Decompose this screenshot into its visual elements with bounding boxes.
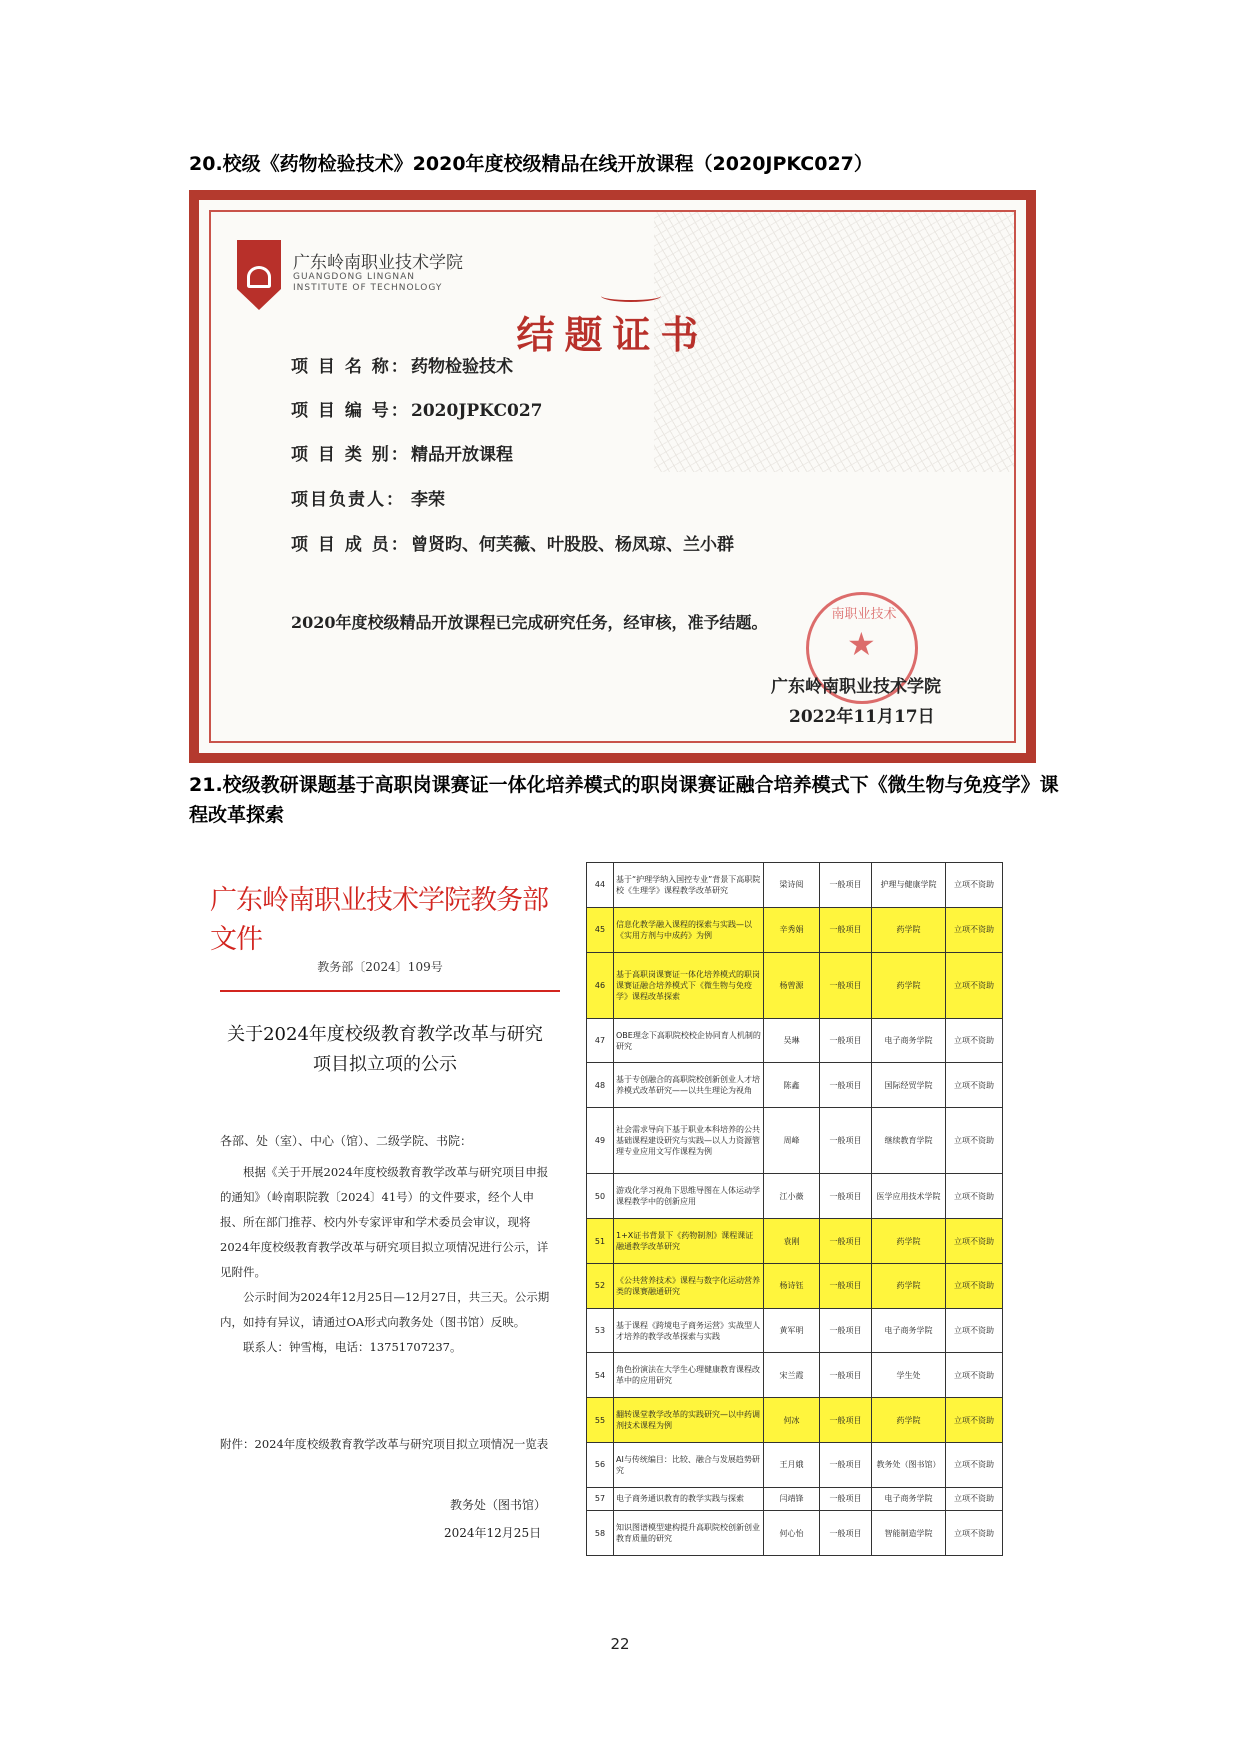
project-status: 立项不资助 <box>946 907 1003 952</box>
school-name-cn: 广东岭南职业技术学院 <box>293 253 463 273</box>
table-row <box>587 1308 1003 1353</box>
project-status: 立项不资助 <box>946 1353 1003 1398</box>
project-level: 一般项目 <box>820 952 872 1018</box>
project-leader: 何心怡 <box>764 1511 820 1556</box>
project-department: 护理与健康学院 <box>872 863 946 908</box>
project-level: 一般项目 <box>820 1063 872 1108</box>
notice-greeting: 各部、处（室）、中心（馆）、二级学院、书院： <box>220 1134 473 1148</box>
page-number: 22 <box>610 1635 630 1653</box>
project-leader: 黄军明 <box>764 1308 820 1353</box>
project-title: 游戏化学习视角下思维导图在人体运动学课程教学中的创新应用 <box>614 1174 764 1219</box>
field-project-leader: 项目负责人： 李荣 <box>291 490 445 510</box>
project-status: 立项不资助 <box>946 1018 1003 1063</box>
project-title: 基于专创融合的高职院校创新创业人才培养模式改革研究——以共生理论为视角 <box>614 1063 764 1108</box>
notice-subject: 关于2024年度校级教育教学改革与研究项目拟立项的公示 <box>227 1024 543 1075</box>
project-leader: 陈鑫 <box>764 1063 820 1108</box>
project-status: 立项不资助 <box>946 952 1003 1018</box>
project-status: 立项不资助 <box>946 1263 1003 1308</box>
project-title: 基于高职岗课赛证一体化培养模式的职岗课赛证融合培养模式下《微生物与免疫学》课程改革探索 <box>614 952 764 1018</box>
row-number: 44 <box>587 863 614 908</box>
table-row <box>587 952 1003 1018</box>
crane-icon <box>247 266 271 288</box>
certificate-inner-border <box>209 210 1016 743</box>
notice-date: 2024年12月25日 <box>444 1526 542 1540</box>
project-title: 信息化教学融入课程的探索与实践—以《实用方剂与中成药》为例 <box>614 907 764 952</box>
row-number: 48 <box>587 1063 614 1108</box>
project-title: 1+X证书背景下《药物制剂》课程课证融通教学改革研究 <box>614 1219 764 1264</box>
row-number: 50 <box>587 1174 614 1219</box>
project-level: 一般项目 <box>820 1398 872 1443</box>
project-department: 药学院 <box>872 907 946 952</box>
row-number: 56 <box>587 1443 614 1488</box>
project-department: 医学应用技术学院 <box>872 1174 946 1219</box>
completion-certificate <box>189 190 1036 763</box>
section-21-heading: 21.校级教研课题基于高职岗课赛证一体化培养模式的职岗课赛证融合培养模式下《微生物与免疫学》课程改革探索 <box>189 774 1059 826</box>
project-department: 智能制造学院 <box>872 1511 946 1556</box>
project-level: 一般项目 <box>820 1174 872 1219</box>
project-title: 电子商务通识教育的教学实践与探索 <box>614 1487 764 1510</box>
project-department: 药学院 <box>872 952 946 1018</box>
project-level: 一般项目 <box>820 1219 872 1264</box>
project-department: 教务处（图书馆） <box>872 1443 946 1488</box>
notice-red-rule <box>220 990 560 992</box>
project-leader: 何冰 <box>764 1398 820 1443</box>
project-leader: 梁诗阅 <box>764 863 820 908</box>
project-leader: 杨曾源 <box>764 952 820 1018</box>
notice-paragraph: 根据《关于开展2024年度校级教育教学改革与研究项目申报的通知》（岭南职院教〔2024〕41号）的文件要求，经个人申报、所在部门推荐、校内外专家评审和学术委员会审议，现将2024年度校级教育教学改革与研究项目拟立项情况进行公示，详见附件。 <box>220 1165 549 1279</box>
project-level: 一般项目 <box>820 1353 872 1398</box>
project-department: 药学院 <box>872 1398 946 1443</box>
project-department: 药学院 <box>872 1263 946 1308</box>
notice-document <box>210 870 570 1570</box>
table-row <box>587 1108 1003 1174</box>
school-name-en-line2: INSTITUTE OF TECHNOLOGY <box>293 283 443 293</box>
table-row <box>587 1018 1003 1063</box>
row-number: 47 <box>587 1018 614 1063</box>
project-level: 一般项目 <box>820 1263 872 1308</box>
project-status: 立项不资助 <box>946 1308 1003 1353</box>
project-level: 一般项目 <box>820 1018 872 1063</box>
row-number: 52 <box>587 1263 614 1308</box>
school-logo-icon <box>237 240 281 310</box>
project-leader: 宋兰霞 <box>764 1353 820 1398</box>
table-row <box>587 1063 1003 1108</box>
table-row <box>587 1219 1003 1264</box>
table-row <box>587 1398 1003 1443</box>
title-ornament <box>601 290 661 302</box>
project-leader: 王月娥 <box>764 1443 820 1488</box>
project-status: 立项不资助 <box>946 1511 1003 1556</box>
notice-doc-number: 教务部〔2024〕109号 <box>317 960 443 974</box>
project-leader: 江小薇 <box>764 1174 820 1219</box>
project-level: 一般项目 <box>820 863 872 908</box>
field-project-number: 项 目 编 号：2020JPKC027 <box>291 401 543 421</box>
project-title: 《公共营养技术》课程与数字化运动营养类的课赛融通研究 <box>614 1263 764 1308</box>
table-row <box>587 1263 1003 1308</box>
project-department: 继续教育学院 <box>872 1108 946 1174</box>
project-level: 一般项目 <box>820 1308 872 1353</box>
project-leader: 周峰 <box>764 1108 820 1174</box>
row-number: 45 <box>587 907 614 952</box>
project-level: 一般项目 <box>820 1443 872 1488</box>
project-title: 翻转课堂教学改革的实践研究—以中药调剂技术课程为例 <box>614 1398 764 1443</box>
project-status: 立项不资助 <box>946 1487 1003 1510</box>
table-row <box>587 863 1003 908</box>
certificate-date: 2022年11月17日 <box>789 707 935 727</box>
seal-star-icon: ★ <box>847 625 876 663</box>
row-number: 57 <box>587 1487 614 1510</box>
certificate-title: 结题证书 <box>516 312 709 357</box>
project-department: 药学院 <box>872 1219 946 1264</box>
project-department: 电子商务学院 <box>872 1018 946 1063</box>
table-row <box>587 1443 1003 1488</box>
project-title: 基于课程《跨境电子商务运营》实战型人才培养的教学改革探索与实践 <box>614 1308 764 1353</box>
project-title: 知识图谱模型建构提升高职院校创新创业教育质量的研究 <box>614 1511 764 1556</box>
project-level: 一般项目 <box>820 1108 872 1174</box>
project-department: 学生处 <box>872 1353 946 1398</box>
row-number: 53 <box>587 1308 614 1353</box>
project-status: 立项不资助 <box>946 1219 1003 1264</box>
project-title: 社会需求导向下基于职业本科培养的公共基础课程建设研究与实践—以人力资源管理专业应用文写作课程为例 <box>614 1108 764 1174</box>
table-row <box>587 1174 1003 1219</box>
field-project-name: 项 目 名 称：药物检验技术 <box>291 357 513 377</box>
seal-text: 南职业技术 <box>831 607 897 622</box>
project-level: 一般项目 <box>820 907 872 952</box>
table-row <box>587 907 1003 952</box>
project-status: 立项不资助 <box>946 1443 1003 1488</box>
table-row <box>587 1511 1003 1556</box>
project-department: 国际经贸学院 <box>872 1063 946 1108</box>
row-number: 51 <box>587 1219 614 1264</box>
project-title: 角色扮演法在大学生心理健康教育课程改革中的应用研究 <box>614 1353 764 1398</box>
project-table <box>586 862 1003 1556</box>
project-status: 立项不资助 <box>946 1398 1003 1443</box>
notice-paragraph: 联系人：钟雪梅，电话：13751707237。 <box>243 1340 462 1354</box>
project-title: AI与传统编目：比较、融合与发展趋势研究 <box>614 1443 764 1488</box>
table-row <box>587 1487 1003 1510</box>
certificate-statement: 2020年度校级精品开放课程已完成研究任务，经审核，准予结题。 <box>291 613 768 632</box>
project-title: OBE理念下高职院校校企协同育人机制的研究 <box>614 1018 764 1063</box>
school-name-en <box>293 272 442 294</box>
project-leader: 吴琳 <box>764 1018 820 1063</box>
project-leader: 辛秀娟 <box>764 907 820 952</box>
project-status: 立项不资助 <box>946 1174 1003 1219</box>
project-table-body <box>587 863 1003 1556</box>
project-status: 立项不资助 <box>946 863 1003 908</box>
project-status: 立项不资助 <box>946 1108 1003 1174</box>
row-number: 49 <box>587 1108 614 1174</box>
row-number: 46 <box>587 952 614 1018</box>
notice-title: 广东岭南职业技术学院教务部文件 <box>210 885 548 955</box>
row-number: 55 <box>587 1398 614 1443</box>
project-level: 一般项目 <box>820 1511 872 1556</box>
project-leader: 杨诗钰 <box>764 1263 820 1308</box>
row-number: 58 <box>587 1511 614 1556</box>
school-name-en-line1: GUANGDONG LINGNAN <box>293 272 416 282</box>
project-status: 立项不资助 <box>946 1063 1003 1108</box>
row-number: 54 <box>587 1353 614 1398</box>
project-leader: 袁刚 <box>764 1219 820 1264</box>
project-leader: 闫靖锋 <box>764 1487 820 1510</box>
field-project-category: 项 目 类 别：精品开放课程 <box>291 445 513 465</box>
notice-body <box>220 1160 550 1360</box>
project-level: 一般项目 <box>820 1487 872 1510</box>
project-department: 电子商务学院 <box>872 1308 946 1353</box>
certificate-issuer: 广东岭南职业技术学院 <box>771 677 941 697</box>
table-row <box>587 1353 1003 1398</box>
notice-signer: 教务处（图书馆） <box>450 1498 547 1512</box>
section-20-heading: 20.校级《药物检验技术》2020年度校级精品在线开放课程（2020JPKC027） <box>189 153 873 175</box>
field-project-members: 项 目 成 员：曾贤昀、何芙薇、叶股股、杨凤琼、兰小群 <box>291 535 734 555</box>
notice-attachment: 附件：2024年度校级教育教学改革与研究项目拟立项情况一览表 <box>220 1437 549 1451</box>
project-department: 电子商务学院 <box>872 1487 946 1510</box>
project-title: 基于“护理学纳入国控专业”背景下高职院校《生理学》课程教学改革研究 <box>614 863 764 908</box>
notice-paragraph: 公示时间为2024年12月25日—12月27日，共三天。公示期内，如持有异议，请通过OA形式向教务处（图书馆）反映。 <box>220 1290 550 1329</box>
